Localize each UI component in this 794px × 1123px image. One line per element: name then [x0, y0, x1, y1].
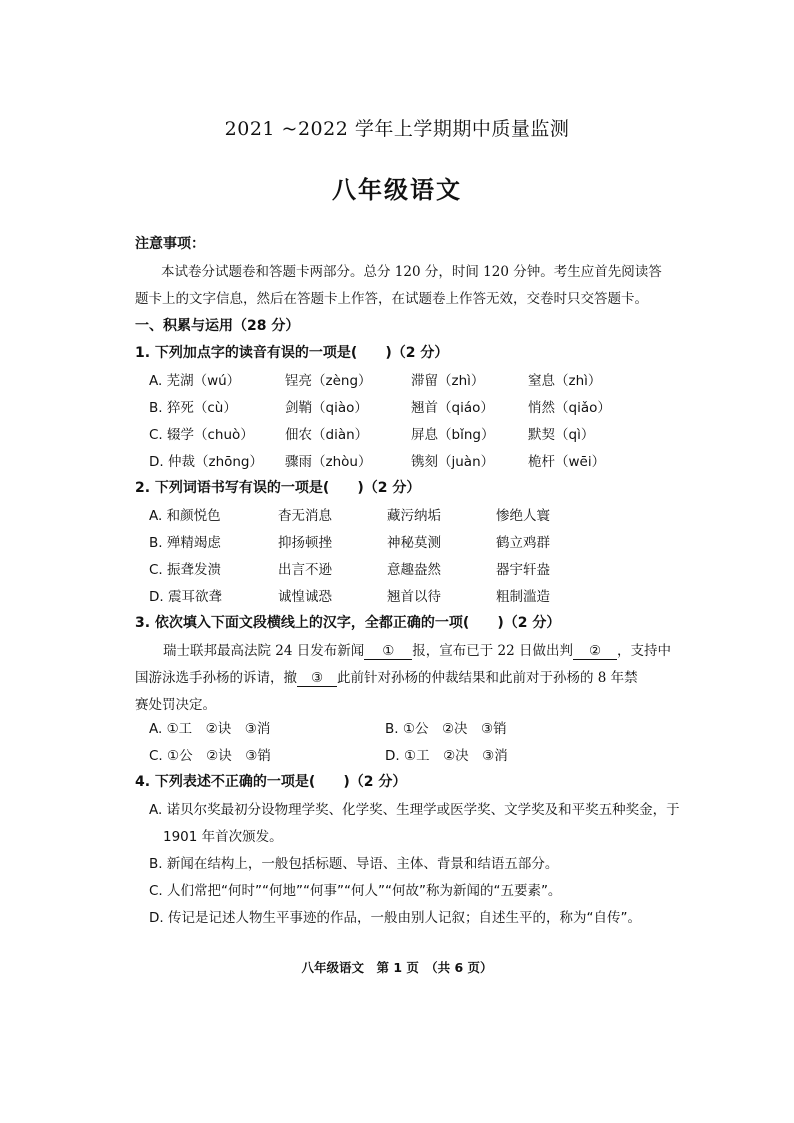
- q2-c-4: 器宇轩盎: [496, 562, 550, 578]
- q2-a-4: 惨绝人寰: [496, 508, 550, 524]
- q4-option-b: B. 新闻在结构上，一般包括标题、导语、主体、背景和结语五部分。: [149, 856, 559, 872]
- q2-d-4: 粗制滥造: [496, 589, 550, 605]
- q1-b-3: 翘首（qiáo）: [411, 400, 494, 416]
- q2-b-3: 神秘莫测: [387, 535, 441, 551]
- q2-c-1: C. 振聋发溃: [149, 562, 222, 578]
- q3-option-a: A. ①工 ②诀 ③消: [149, 721, 271, 737]
- q3-option-b: B. ①公 ②决 ③销: [385, 721, 507, 737]
- q4-option-a-line-2: 1901 年首次颁发。: [163, 829, 283, 845]
- q3-passage-line-3: 赛处罚决定。: [135, 697, 216, 713]
- q1-d-4: 桅杆（wēi）: [528, 454, 606, 470]
- q2-b-4: 鹤立鸡群: [496, 535, 550, 551]
- q3-option-d: D. ①工 ②决 ③消: [385, 748, 508, 764]
- q1-c-4: 默契（qì）: [528, 427, 595, 443]
- q4-option-a-line-1: A. 诺贝尔奖最初分设物理学奖、化学奖、生理学或医学奖、文学奖及和平奖五种奖金，于: [149, 802, 680, 818]
- q2-a-3: 藏污纳垢: [387, 508, 441, 524]
- q1-b-4: 悄然（qiǎo）: [528, 400, 611, 416]
- q1-d-1: D. 仲裁（zhōng）: [149, 454, 264, 470]
- q1-d-3: 镌刻（juàn）: [411, 454, 495, 470]
- q3-passage-line-2: [135, 666, 638, 687]
- subject-title: 八年级语文: [332, 176, 462, 204]
- q2-a-1: A. 和颜悦色: [149, 508, 221, 524]
- q4-option-d: D. 传记是记述人物生平事迹的作品，一般由别人记叙；自述生平的，称为“自传”。: [149, 910, 641, 926]
- exam-title: 2021 ~2022 学年上学期期中质量监测: [224, 118, 570, 140]
- q1-b-1: B. 猝死（cù）: [149, 400, 237, 416]
- q1-a-3: 滞留（zhì）: [411, 373, 485, 389]
- q1-stem: 1. 下列加点字的读音有误的一项是( )（2 分）: [135, 345, 449, 361]
- q4-stem: 4. 下列表述不正确的一项是( )（2 分）: [135, 774, 407, 790]
- notice-line-2: 题卡上的文字信息，然后在答题卡上作答，在试题卷上作答无效，交卷时只交答题卡。: [135, 291, 648, 307]
- q3-passage-part-e: 此前针对孙杨的仲裁结果和此前对于孙杨的 8 年禁: [337, 670, 638, 686]
- q3-blank-3: ③: [297, 670, 337, 687]
- q3-blank-1: ①: [364, 643, 412, 660]
- notice-label: 注意事项：: [135, 236, 205, 252]
- section-1-title: 一、积累与运用（28 分）: [135, 318, 300, 334]
- q1-d-2: 骤雨（zhòu）: [285, 454, 372, 470]
- q2-d-3: 翘首以待: [387, 589, 441, 605]
- q3-passage-line-1: [163, 639, 671, 660]
- q1-b-2: 剑鞘（qiào）: [285, 400, 368, 416]
- q3-passage-part-b: 报，宣布已于 22 日做出判: [412, 643, 574, 659]
- q2-d-2: 诚惶诚恐: [278, 589, 332, 605]
- q3-stem: 3. 依次填入下面文段横线上的汉字，全都正确的一项( )（2 分）: [135, 615, 561, 631]
- page-footer: 八年级语文 第 1 页 （共 6 页）: [301, 960, 493, 975]
- notice-line-1: 本试卷分试题卷和答题卡两部分。总分 120 分，时间 120 分钟。考生应首先阅读答: [161, 264, 662, 280]
- q3-passage-part-d: 国游泳选手孙杨的诉请，撤: [135, 670, 297, 686]
- q2-c-3: 意趣盎然: [387, 562, 441, 578]
- q2-d-1: D. 震耳欲聋: [149, 589, 222, 605]
- q1-c-3: 屏息（bǐng）: [411, 427, 495, 443]
- q4-option-c: C. 人们常把“何时”“何地”“何事”“何人”“何故”称为新闻的“五要素”。: [149, 883, 562, 899]
- q3-blank-2: ②: [573, 643, 617, 660]
- q1-a-2: 锃亮（zèng）: [285, 373, 372, 389]
- q2-b-1: B. 殚精竭虑: [149, 535, 221, 551]
- q3-passage-part-c: ，支持中: [617, 643, 672, 659]
- q2-stem: 2. 下列词语书写有误的一项是( )（2 分）: [135, 480, 421, 496]
- q1-c-1: C. 辍学（chuò）: [149, 427, 254, 443]
- q2-a-2: 杳无消息: [278, 508, 332, 524]
- q1-a-1: A. 芜湖（wú）: [149, 373, 241, 389]
- q2-c-2: 出言不逊: [278, 562, 332, 578]
- q1-a-4: 窒息（zhì）: [528, 373, 602, 389]
- q1-c-2: 佃农（diàn）: [285, 427, 369, 443]
- q3-option-c: C. ①公 ②诀 ③销: [149, 748, 271, 764]
- q3-passage-part-a: 瑞士联邦最高法院 24 日发布新闻: [163, 643, 365, 659]
- q2-b-2: 抑扬顿挫: [278, 535, 332, 551]
